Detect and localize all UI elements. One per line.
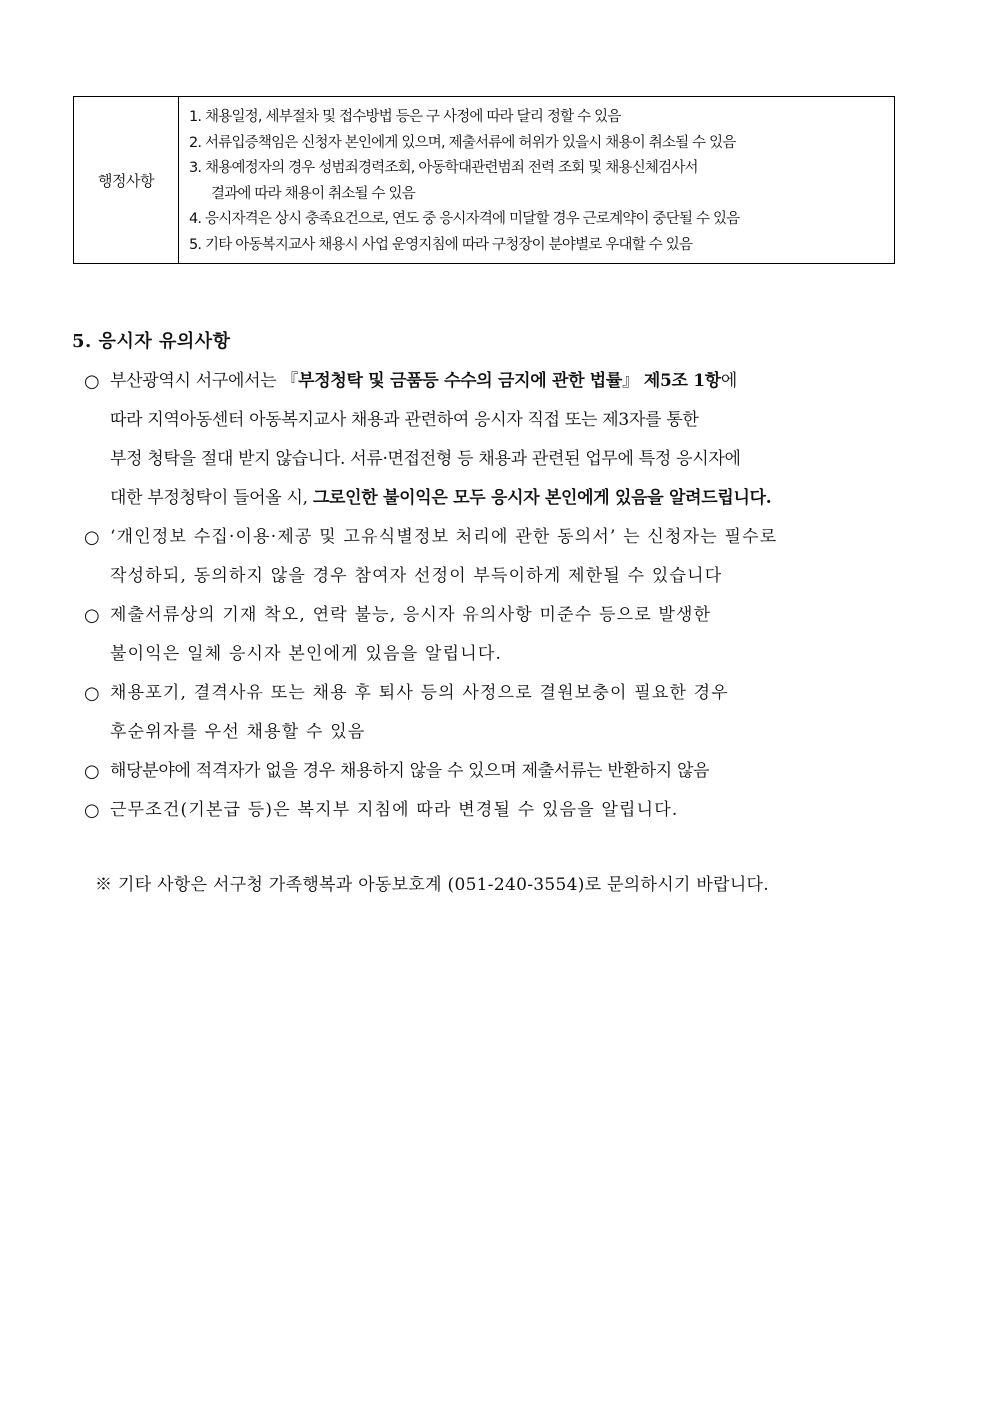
notice-line: ‘개인정보 수집·이용·제공 및 고유식별정보 처리에 관한 동의서’ 는 신청자는 필수로: [110, 527, 778, 547]
admin-note-line-5: 5. 기타 아동복지교사 채용시 사업 운영지침에 따라 구청장이 분야별로 우대할 수 있음: [189, 236, 693, 253]
section-title: 5. 응시자 유의사항: [72, 331, 231, 352]
notice-item-privacy-consent: [84, 518, 924, 596]
circle-bullet-icon: ○: [84, 683, 100, 704]
notice-line: 근무조건(기본급 등)은 복지부 지침에 따라 변경될 수 있음을 알립니다.: [110, 800, 679, 820]
admin-notes-header: 행정사항: [74, 97, 179, 263]
circle-bullet-icon: ○: [84, 761, 100, 782]
notice-item-work-conditions: [84, 791, 924, 830]
admin-note-line-3: 3. 채용예정자의 경우 성범죄경력조회, 아동학대관련범죄 전력 조회 및 채용신체검사서: [189, 160, 698, 176]
notice-item-no-qualified: [84, 752, 924, 791]
admin-note-line-3-cont: 결과에 따라 채용이 취소될 수 있음: [211, 185, 415, 202]
admin-note-line-4: 4. 응시자격은 상시 충족요건으로, 연도 중 응시자격에 미달할 경우 근로계약이 중단될 수 있음: [189, 211, 740, 227]
notice-line: 제출서류상의 기재 착오, 연락 불능, 응시자 유의사항 미준수 등으로 발생한: [110, 605, 712, 625]
notice-line: 대한 부정청탁이 들어올 시, 그로인한 불이익은 모두 응시자 본인에게 있음을 알려드립니다.: [110, 488, 772, 508]
circle-bullet-icon: ○: [84, 800, 100, 821]
circle-bullet-icon: ○: [84, 605, 100, 626]
notice-line: 부정 청탁을 절대 받지 않습니다. 서류·면접전형 등 채용과 관련된 업무에 특정 응시자에: [110, 449, 741, 469]
notice-line: 작성하되, 동의하지 않을 경우 참여자 선정이 부득이하게 제한될 수 있습니다: [110, 566, 723, 586]
notice-list: [84, 362, 924, 830]
notice-line: 불이익은 일체 응시자 본인에게 있음을 알립니다.: [110, 644, 503, 664]
admin-note-line-1: 1. 채용일정, 세부절차 및 접수방법 등은 구 사정에 따라 달리 정할 수 있음: [189, 109, 621, 125]
admin-notes-body: [179, 97, 894, 263]
circle-bullet-icon: ○: [84, 527, 100, 548]
admin-notes-table: [73, 96, 895, 264]
notice-line: 해당분야에 적격자가 없을 경우 채용하지 않을 수 있으며 제출서류는 반환하지 않음: [110, 761, 710, 781]
circle-bullet-icon: ○: [84, 371, 100, 392]
admin-note-line-2: 2. 서류입증책임은 신청자 본인에게 있으며, 제출서류에 허위가 있을시 채용이 취소될 수 있음: [189, 134, 736, 151]
notice-line: 따라 지역아동센터 아동복지교사 채용과 관련하여 응시자 직접 또는 제3자를 통한: [110, 410, 699, 430]
notice-line: 부산광역시 서구에서는 『부정청탁 및 금품등 수수의 금지에 관한 법률』 제5조 1항에: [110, 371, 738, 391]
contact-note: ※ 기타 사항은 서구청 가족행복과 아동보호계 (051-240-3554)로 문의하시기 바랍니다.: [95, 875, 769, 895]
notice-item-vacancy-fill: [84, 674, 924, 752]
law-name: 부정청탁 및 금품등 수수의 금지에 관한 법률: [298, 371, 623, 391]
notice-line: 채용포기, 결격사유 또는 채용 후 퇴사 등의 사정으로 결원보충이 필요한 경우: [110, 683, 729, 703]
emphasis-text: 그로인한 불이익은 모두 응시자 본인에게 있음을 알려드립니다.: [312, 488, 772, 508]
law-article: 제5조 1항: [643, 371, 721, 391]
notice-line: 후순위자를 우선 채용할 수 있음: [110, 722, 366, 742]
notice-item-anti-graft: [84, 362, 924, 518]
notice-item-document-errors: [84, 596, 924, 674]
